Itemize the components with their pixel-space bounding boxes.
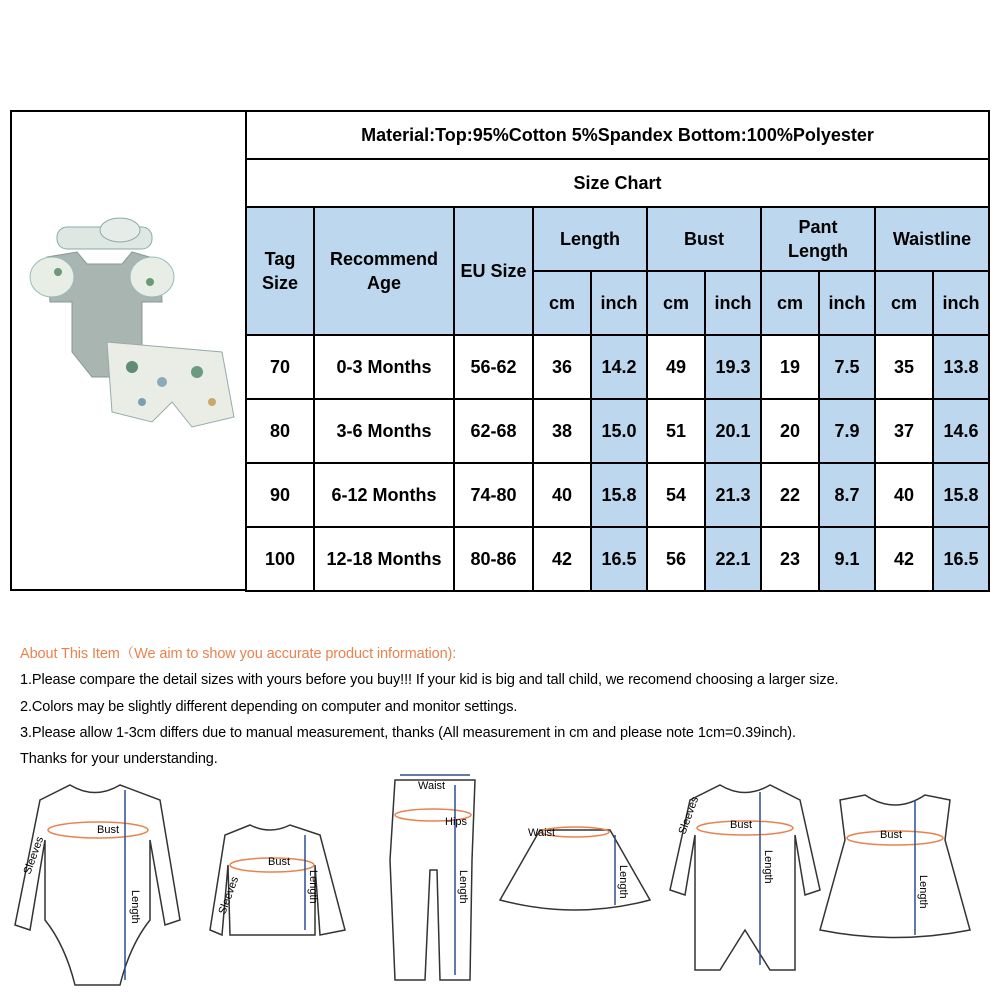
cell-waist-cm: 40 (875, 463, 933, 527)
cell-len-cm: 42 (533, 527, 591, 591)
cell-bust-in: 22.1 (705, 527, 761, 591)
header-tag-size: Tag Size (246, 207, 314, 335)
cell-age: 6-12 Months (314, 463, 454, 527)
table-row (246, 527, 989, 591)
cell-waist-cm: 35 (875, 335, 933, 399)
header-inch: inch (591, 271, 647, 335)
cell-tag: 100 (246, 527, 314, 591)
label-waist: Waist (528, 827, 556, 839)
header-inch: inch (933, 271, 989, 335)
cell-bust-in: 21.3 (705, 463, 761, 527)
header-inch: inch (705, 271, 761, 335)
cell-bust-cm: 54 (647, 463, 705, 527)
cell-waist-in: 15.8 (933, 463, 989, 527)
table-row (246, 335, 989, 399)
table-row (246, 463, 989, 527)
label-sleeves: Sleeves (216, 875, 242, 917)
cell-bust-in: 19.3 (705, 335, 761, 399)
cell-len-in: 15.0 (591, 399, 647, 463)
cell-age: 0-3 Months (314, 335, 454, 399)
label-length: Length (917, 875, 929, 909)
header-waistline: Waistline (875, 207, 989, 271)
cell-pant-in: 7.5 (819, 335, 875, 399)
cell-len-in: 16.5 (591, 527, 647, 591)
cell-tag: 70 (246, 335, 314, 399)
cell-waist-cm: 42 (875, 527, 933, 591)
chart-title: Size Chart (246, 159, 989, 207)
cell-waist-in: 13.8 (933, 335, 989, 399)
header-bust: Bust (647, 207, 761, 271)
label-bust: Bust (97, 824, 120, 836)
cell-age: 12-18 Months (314, 527, 454, 591)
cell-tag: 90 (246, 463, 314, 527)
cell-len-cm: 38 (533, 399, 591, 463)
headband-icon (57, 218, 152, 249)
note-line: 2.Colors may be slightly different depending on computer and monitor settings. (20, 698, 518, 715)
cell-waist-in: 16.5 (933, 527, 989, 591)
label-sleeves: Sleeves (21, 835, 47, 877)
cell-len-in: 14.2 (591, 335, 647, 399)
cell-eu: 80-86 (454, 527, 533, 591)
bodysuit-icon (15, 785, 180, 985)
product-photo (10, 110, 247, 591)
header-pant-length: Pant Length (761, 207, 875, 271)
cell-eu: 74-80 (454, 463, 533, 527)
cell-eu: 56-62 (454, 335, 533, 399)
label-length: Length (762, 850, 774, 884)
cell-waist-cm: 37 (875, 399, 933, 463)
label-bust: Bust (268, 856, 291, 868)
header-inch: inch (819, 271, 875, 335)
dress-icon (820, 795, 970, 938)
cell-age: 3-6 Months (314, 399, 454, 463)
cell-waist-in: 14.6 (933, 399, 989, 463)
label-length: Length (307, 870, 319, 904)
cell-pant-cm: 20 (761, 399, 819, 463)
note-line: 1.Please compare the detail sizes with yours before you buy!!! If your kid is big and tall child, we recomend choosing a larger size. (20, 672, 839, 689)
cell-pant-in: 9.1 (819, 527, 875, 591)
cell-tag: 80 (246, 399, 314, 463)
label-bust: Bust (880, 829, 903, 841)
cell-pant-cm: 19 (761, 335, 819, 399)
size-chart-table (245, 110, 990, 592)
header-cm: cm (647, 271, 705, 335)
header-cm: cm (533, 271, 591, 335)
cell-len-in: 15.8 (591, 463, 647, 527)
cell-pant-cm: 22 (761, 463, 819, 527)
label-length: Length (129, 890, 141, 924)
cell-len-cm: 40 (533, 463, 591, 527)
label-length: Length (617, 865, 629, 899)
header-length: Length (533, 207, 647, 271)
note-line: Thanks for your understanding. (20, 751, 218, 768)
note-line: 3.Please allow 1-3cm differs due to manual measurement, thanks (All measurement in cm and please note 1cm=0.39inch). (20, 724, 796, 741)
label-length: Length (457, 870, 469, 904)
cell-pant-cm: 23 (761, 527, 819, 591)
cell-bust-cm: 49 (647, 335, 705, 399)
label-bust: Bust (730, 819, 753, 831)
cell-len-cm: 36 (533, 335, 591, 399)
floral-shorts-icon (107, 342, 234, 427)
label-hips: Hips (445, 816, 468, 828)
length-measure-lines (125, 775, 915, 980)
header-age: Recommend Age (314, 207, 454, 335)
cell-bust-in: 20.1 (705, 399, 761, 463)
cell-bust-cm: 56 (647, 527, 705, 591)
cell-pant-in: 7.9 (819, 399, 875, 463)
header-eu-size: EU Size (454, 207, 533, 335)
header-cm: cm (875, 271, 933, 335)
cell-bust-cm: 51 (647, 399, 705, 463)
label-sleeves: Sleeves (676, 795, 702, 837)
table-row (246, 399, 989, 463)
label-waist: Waist (418, 780, 446, 792)
notes-section (20, 641, 838, 772)
material-text: Material:Top:95%Cotton 5%Spandex Bottom:100%Polyester (246, 111, 989, 159)
measurement-diagrams (0, 770, 1000, 1000)
notes-title: About This Item（We aim to show you accurate product information): (20, 646, 457, 662)
cell-eu: 62-68 (454, 399, 533, 463)
header-cm: cm (761, 271, 819, 335)
cell-pant-in: 8.7 (819, 463, 875, 527)
